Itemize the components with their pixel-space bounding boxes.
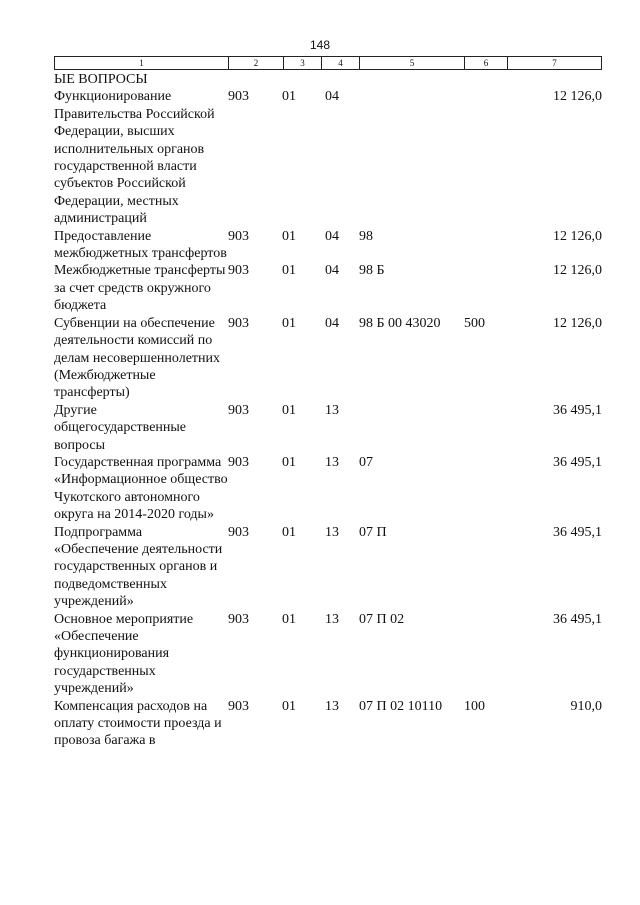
table-row: [54, 698, 614, 750]
row-c2: 903: [228, 402, 249, 418]
row-c4: 04: [325, 263, 339, 279]
row-c3: 01: [282, 698, 296, 714]
row-c6: 500: [464, 315, 485, 331]
table-header: [54, 56, 602, 70]
row-c5: 98: [359, 228, 373, 244]
row-c2: 903: [228, 89, 249, 105]
row-c5: 07: [359, 454, 373, 470]
row-c5: 07 П 02 10110: [359, 698, 443, 714]
row-c4: 13: [325, 524, 339, 540]
row-c2: 903: [228, 611, 249, 627]
header-col-3: 3: [284, 57, 322, 69]
row-amount: 12 126,0: [553, 228, 602, 244]
row-amount: 12 126,0: [553, 315, 602, 331]
row-c6: 100: [464, 698, 485, 714]
row-c5: 98 Б: [359, 263, 385, 279]
row-name: Основное мероприятие «Обеспечение функционирования государственных учреждений»: [54, 611, 194, 697]
row-c3: 01: [282, 263, 296, 279]
row-c3: 01: [282, 611, 296, 627]
row-c2: 903: [228, 524, 249, 540]
row-amount: 36 495,1: [553, 454, 602, 470]
table-body: [54, 71, 614, 750]
row-name: Государственная программа «Информационное общество Чукотского автономного округа на 2014-2020 годы»: [54, 454, 228, 523]
row-c4: 13: [325, 698, 339, 714]
row-c2: 903: [228, 228, 249, 244]
row-c3: 01: [282, 315, 296, 331]
header-col-6: 6: [465, 57, 508, 69]
header-col-4: 4: [322, 57, 360, 69]
page-number: 148: [309, 38, 331, 52]
row-c4: 04: [325, 315, 339, 331]
row-amount: 36 495,1: [553, 402, 602, 418]
row-amount: 12 126,0: [553, 89, 602, 105]
table-row: [54, 524, 614, 611]
row-name: ЫЕ ВОПРОСЫ: [54, 72, 148, 87]
row-name: Компенсация расходов на оплату стоимости проезда и провоза багажа в: [54, 698, 222, 749]
row-c2: 903: [228, 698, 249, 714]
row-c4: 13: [325, 402, 339, 418]
table-row: [54, 88, 614, 227]
table-row: [54, 228, 614, 263]
row-name: Предоставление межбюджетных трансфертов: [54, 228, 227, 262]
row-c5: 07 П 02: [359, 611, 405, 627]
table-row: [54, 262, 614, 314]
row-c4: 13: [325, 454, 339, 470]
row-amount: 12 126,0: [553, 263, 602, 279]
table-row: [54, 402, 614, 454]
table-row: [54, 71, 614, 88]
header-col-2: 2: [229, 57, 284, 69]
row-name: Функционирование Правительства Российской Федерации, высших исполнительных органов государственной власти субъектов Российской Федерации, местных администраций: [54, 89, 215, 227]
table-row: [54, 454, 614, 524]
row-c3: 01: [282, 402, 296, 418]
table-row: [54, 315, 614, 402]
row-c5: 07 П: [359, 524, 387, 540]
row-name: Подпрограмма «Обеспечение деятельности государственных органов и подведомственных учреждений»: [54, 524, 223, 610]
row-c2: 903: [228, 263, 249, 279]
row-amount: 36 495,1: [553, 611, 602, 627]
row-c2: 903: [228, 454, 249, 470]
row-name: Межбюджетные трансферты за счет средств окружного бюджета: [54, 263, 226, 314]
row-name: Другие общегосударственные вопросы: [54, 402, 187, 453]
table-row: [54, 611, 614, 698]
row-name: Субвенции на обеспечение деятельности комиссий по делам несовершеннолетних (Межбюджетные трансферты): [54, 315, 221, 401]
row-c5: 98 Б 00 43020: [359, 315, 441, 331]
row-c3: 01: [282, 524, 296, 540]
row-c4: 13: [325, 611, 339, 627]
header-col-5: 5: [360, 57, 465, 69]
header-col-7: 7: [552, 58, 557, 68]
row-amount: 36 495,1: [553, 524, 602, 540]
row-amount: 910,0: [570, 698, 602, 714]
row-c4: 04: [325, 89, 339, 105]
row-c3: 01: [282, 228, 296, 244]
row-c2: 903: [228, 315, 249, 331]
header-col-1: 1: [55, 57, 229, 69]
row-c3: 01: [282, 454, 296, 470]
row-c3: 01: [282, 89, 296, 105]
row-c4: 04: [325, 228, 339, 244]
